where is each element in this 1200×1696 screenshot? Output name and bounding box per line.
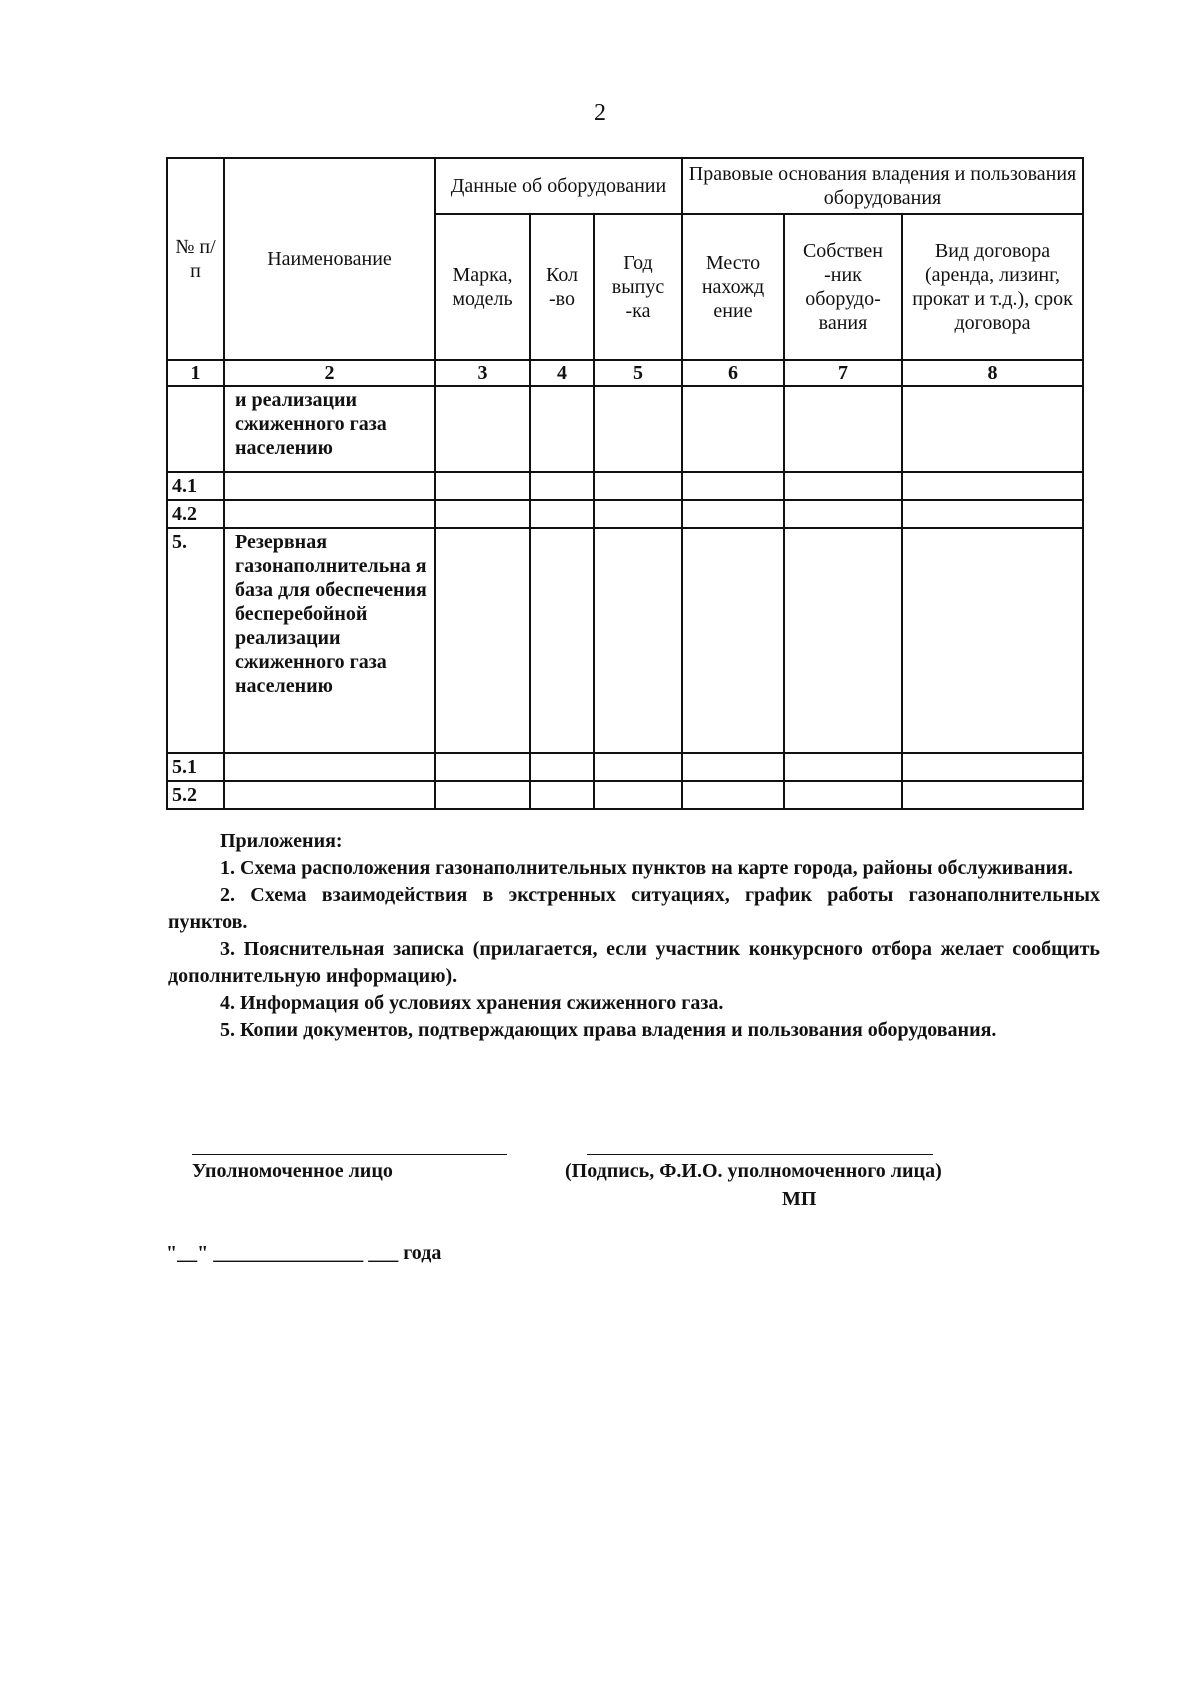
table-row [167, 781, 1083, 809]
column-number: 8 [902, 360, 1083, 386]
table-cell [682, 753, 784, 781]
table-cell [594, 472, 682, 500]
row-name [224, 753, 435, 781]
table-cell [530, 386, 594, 472]
table-row [167, 753, 1083, 781]
table-cell [784, 781, 902, 809]
header-owner: Собствен -ник оборудо-вания [784, 214, 902, 360]
appendix-section [168, 828, 1100, 1044]
column-number: 7 [784, 360, 902, 386]
table-cell [530, 753, 594, 781]
row-name [224, 500, 435, 528]
table-cell [902, 500, 1083, 528]
table-cell [784, 472, 902, 500]
table-row [167, 528, 1083, 753]
row-num: 5.2 [167, 781, 224, 809]
header-year: Год выпус -ка [594, 214, 682, 360]
header-brand-model: Марка, модель [435, 214, 530, 360]
table-cell [530, 528, 594, 753]
table-cell [435, 386, 530, 472]
table-cell [682, 781, 784, 809]
header-legal-basis: Правовые основания владения и пользования оборудования [682, 158, 1083, 214]
equipment-table [166, 157, 1084, 810]
column-number: 4 [530, 360, 594, 386]
row-name [224, 781, 435, 809]
table-cell [530, 500, 594, 528]
authorized-person-label: Уполномоченное лицо [192, 1160, 393, 1182]
table-cell [902, 472, 1083, 500]
table-cell [594, 386, 682, 472]
row-num: 4.1 [167, 472, 224, 500]
table-cell [784, 386, 902, 472]
table-cell [435, 528, 530, 753]
appendix-item: 3. Пояснительная записка (прилагается, если участник конкурсного отбора желает сообщить дополнительную информацию). [168, 938, 1100, 987]
table-cell [784, 753, 902, 781]
table-cell [902, 386, 1083, 472]
appendix-item: 2. Схема взаимодействия в экстренных ситуациях, график работы газонаполнительных пунктов. [168, 884, 1100, 933]
table-cell [682, 528, 784, 753]
table-cell [435, 781, 530, 809]
table-row [167, 386, 1083, 472]
table-cell [594, 500, 682, 528]
column-number: 6 [682, 360, 784, 386]
table-cell [682, 472, 784, 500]
authorized-person-line [192, 1154, 507, 1155]
header-num: № п/п [167, 158, 224, 360]
row-name [224, 472, 435, 500]
table-cell [682, 500, 784, 528]
column-number: 2 [224, 360, 435, 386]
appendix-item: 1. Схема расположения газонаполнительных пунктов на карте города, районы обслуживания. [220, 857, 1073, 879]
table-cell [784, 528, 902, 753]
table-cell [594, 753, 682, 781]
header-equipment-data: Данные об оборудовании [435, 158, 682, 214]
header-name: Наименование [224, 158, 435, 360]
date-line: "__" _______________ ___ года [166, 1242, 442, 1264]
column-number: 5 [594, 360, 682, 386]
table-cell [902, 528, 1083, 753]
table-row [167, 500, 1083, 528]
table-cell [435, 500, 530, 528]
table-cell [902, 753, 1083, 781]
signature-caption: (Подпись, Ф.И.О. уполномоченного лица) [565, 1160, 942, 1182]
stamp-label: МП [782, 1188, 817, 1210]
header-contract-type: Вид договора (аренда, лизинг, прокат и т.д.), срок договора [902, 214, 1083, 360]
table-cell [682, 386, 784, 472]
appendix-heading: Приложения: [220, 830, 343, 852]
row-num: 5. [167, 528, 224, 753]
table-cell [530, 472, 594, 500]
table-cell [530, 781, 594, 809]
header-location: Место нахожд ение [682, 214, 784, 360]
table-cell [435, 472, 530, 500]
appendix-item: 5. Копии документов, подтверждающих права владения и пользования оборудования. [220, 1019, 997, 1041]
table-cell [784, 500, 902, 528]
row-name: Резервная газонаполнительна я база для обеспечения бесперебойной реализации сжиженного газа населению [224, 528, 435, 753]
table-cell [594, 781, 682, 809]
column-number: 3 [435, 360, 530, 386]
column-number: 1 [167, 360, 224, 386]
row-num: 5.1 [167, 753, 224, 781]
table-cell [902, 781, 1083, 809]
appendix-item: 4. Информация об условиях хранения сжиженного газа. [220, 992, 724, 1014]
page-number: 2 [594, 100, 606, 126]
row-name: и реализации сжиженного газа населению [224, 386, 435, 472]
table-cell [594, 528, 682, 753]
column-number-row [167, 360, 1083, 386]
header-quantity: Кол -во [530, 214, 594, 360]
row-num [167, 386, 224, 472]
signature-line [587, 1154, 933, 1155]
table-row [167, 472, 1083, 500]
table-cell [435, 753, 530, 781]
row-num: 4.2 [167, 500, 224, 528]
